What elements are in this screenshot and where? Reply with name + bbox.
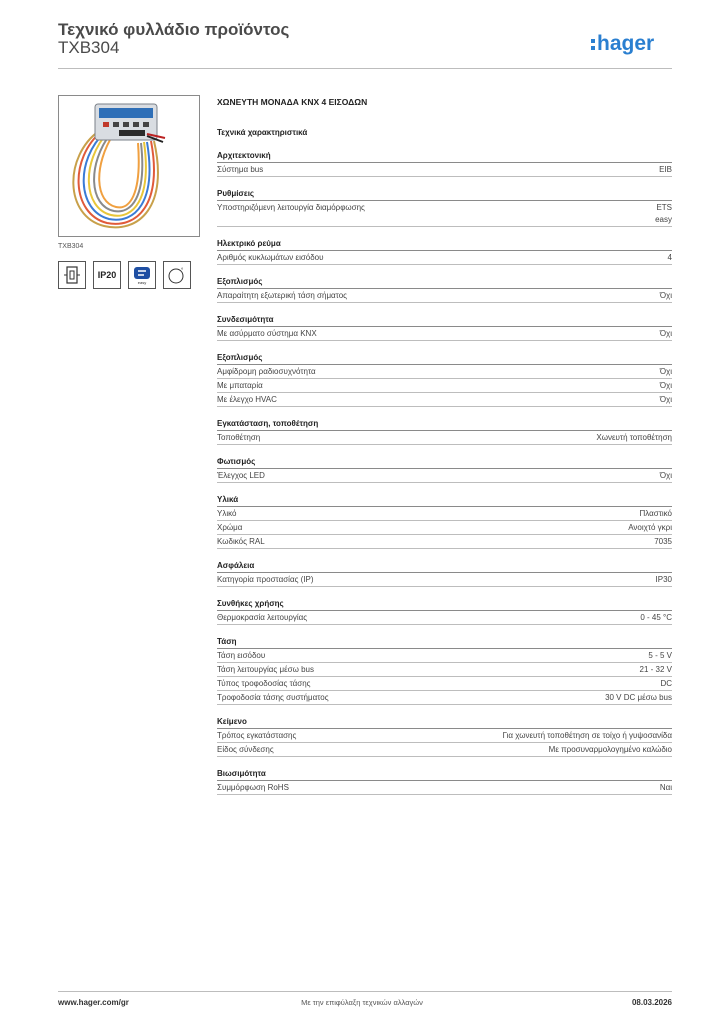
spec-label: Αριθμός κυκλωμάτων εισόδου bbox=[217, 253, 324, 262]
spec-row bbox=[217, 781, 672, 795]
spec-section bbox=[217, 188, 672, 227]
spec-value: 5 - 5 V bbox=[648, 651, 672, 660]
spec-row bbox=[217, 393, 672, 407]
spec-row bbox=[217, 201, 672, 227]
footer-notice: Με την επιφύλαξη τεχνικών αλλαγών bbox=[301, 998, 423, 1007]
hager-logo[interactable] bbox=[590, 28, 674, 58]
section-title: Υλικά bbox=[217, 494, 672, 507]
spec-section bbox=[217, 716, 672, 757]
product-code: TXB304 bbox=[58, 38, 120, 57]
spec-row bbox=[217, 691, 672, 705]
spec-section bbox=[217, 598, 672, 625]
spec-section bbox=[217, 768, 672, 795]
spec-row bbox=[217, 743, 672, 757]
spec-section bbox=[217, 238, 672, 265]
spec-row bbox=[217, 327, 672, 341]
spec-label: Τύπος τροφοδοσίας τάσης bbox=[217, 679, 311, 688]
spec-value: Όχι bbox=[659, 395, 672, 404]
spec-value: Με προσυναρμολογημένο καλώδιο bbox=[548, 745, 672, 754]
spec-label: Τοποθέτηση bbox=[217, 433, 261, 442]
spec-row bbox=[217, 521, 672, 535]
easy-label: easy bbox=[137, 279, 147, 285]
ip-rating-badge bbox=[93, 261, 121, 289]
spec-label: Με μπαταρία bbox=[217, 381, 263, 390]
ip-rating-label: IP20 bbox=[97, 270, 117, 280]
spec-value: DC bbox=[660, 679, 672, 688]
spec-label: Σύστημα bus bbox=[217, 165, 264, 174]
spec-value: 0 - 45 °C bbox=[640, 613, 672, 622]
spec-value: Ναι bbox=[659, 783, 672, 792]
section-title: Φωτισμός bbox=[217, 456, 672, 469]
spec-row bbox=[217, 535, 672, 549]
spec-section bbox=[217, 276, 672, 303]
spec-label: Τάση εισόδου bbox=[217, 651, 266, 660]
section-title: Εξοπλισμός bbox=[217, 276, 672, 289]
spec-value: Όχι bbox=[659, 329, 672, 338]
header-divider bbox=[58, 68, 672, 69]
section-title: Εξοπλισμός bbox=[217, 352, 672, 365]
section-title: Κείμενο bbox=[217, 716, 672, 729]
spec-label: Τάση λειτουργίας μέσω bus bbox=[217, 665, 314, 674]
spec-value: IP30 bbox=[655, 575, 672, 584]
temperature-icon bbox=[163, 261, 191, 289]
product-image-caption: TXB304 bbox=[58, 243, 84, 250]
spec-label: Κωδικός RAL bbox=[217, 537, 265, 546]
spec-section bbox=[217, 636, 672, 705]
spec-value: Χωνευτή τοποθέτηση bbox=[596, 433, 672, 442]
technical-features-heading: Τεχνικά χαρακτηριστικά bbox=[217, 128, 308, 137]
spec-row bbox=[217, 507, 672, 521]
din-rail-icon bbox=[58, 261, 86, 289]
spec-label: Απαραίτητη εξωτερική τάση σήματος bbox=[217, 291, 348, 300]
section-title: Ρυθμίσεις bbox=[217, 188, 672, 201]
spec-section bbox=[217, 150, 672, 177]
spec-row bbox=[217, 289, 672, 303]
spec-row bbox=[217, 573, 672, 587]
product-name: ΧΩΝΕΥΤΗ ΜΟΝΑΔΑ KNX 4 ΕΙΣΟΔΩΝ bbox=[217, 97, 368, 107]
spec-section bbox=[217, 456, 672, 483]
spec-row bbox=[217, 677, 672, 691]
section-title: Εγκατάσταση, τοποθέτηση bbox=[217, 418, 672, 431]
spec-row bbox=[217, 163, 672, 177]
section-title: Τάση bbox=[217, 636, 672, 649]
spec-value: ETS easy bbox=[655, 203, 672, 224]
spec-label: Τροφοδοσία τάσης συστήματος bbox=[217, 693, 329, 702]
spec-row bbox=[217, 469, 672, 483]
svg-text:hager: hager bbox=[597, 32, 655, 55]
spec-value: 4 bbox=[667, 253, 672, 262]
spec-value: Όχι bbox=[659, 291, 672, 300]
spec-value: Για χωνευτή τοποθέτηση σε τοίχο ή γυψοσανίδα bbox=[502, 731, 672, 740]
spec-value: EIB bbox=[659, 165, 672, 174]
section-title: Ασφάλεια bbox=[217, 560, 672, 573]
spec-row bbox=[217, 649, 672, 663]
product-badges bbox=[58, 261, 191, 289]
spec-label: Με έλεγχο HVAC bbox=[217, 395, 277, 404]
section-title: Συνδεσιμότητα bbox=[217, 314, 672, 327]
spec-value: Όχι bbox=[659, 471, 672, 480]
spec-value: 7035 bbox=[654, 537, 672, 546]
svg-text:°: ° bbox=[181, 268, 184, 274]
spec-label: Χρώμα bbox=[217, 523, 243, 532]
spec-row bbox=[217, 379, 672, 393]
spec-section bbox=[217, 418, 672, 445]
spec-value: Πλαστικό bbox=[639, 509, 672, 518]
section-title: Αρχιτεκτονική bbox=[217, 150, 672, 163]
spec-row bbox=[217, 729, 672, 743]
spec-section bbox=[217, 314, 672, 341]
spec-row bbox=[217, 365, 672, 379]
spec-label: Με ασύρματο σύστημα KNX bbox=[217, 329, 317, 338]
footer-website[interactable]: www.hager.com/gr bbox=[58, 998, 129, 1007]
spec-value: 21 - 32 V bbox=[639, 665, 672, 674]
spec-label: Συμμόρφωση RoHS bbox=[217, 783, 289, 792]
spec-label: Υποστηριζόμενη λειτουργία διαμόρφωσης bbox=[217, 203, 365, 212]
section-title: Βιωσιμότητα bbox=[217, 768, 672, 781]
spec-value: Ανοιχτό γκρι bbox=[628, 523, 672, 532]
spec-label: Έλεγχος LED bbox=[217, 471, 265, 480]
footer-date: 08.03.2026 bbox=[631, 998, 672, 1007]
spec-section bbox=[217, 494, 672, 549]
section-title: Συνθήκες χρήσης bbox=[217, 598, 672, 611]
spec-label: Τρόπος εγκατάστασης bbox=[217, 731, 297, 740]
spec-sections bbox=[217, 150, 672, 795]
spec-label: Θερμοκρασία λειτουργίας bbox=[217, 613, 308, 622]
footer-divider bbox=[58, 991, 672, 992]
spec-label: Υλικό bbox=[217, 509, 237, 518]
document-title: Τεχνικό φυλλάδιο προϊόντος bbox=[58, 20, 290, 39]
spec-section bbox=[217, 352, 672, 407]
spec-row bbox=[217, 663, 672, 677]
spec-row bbox=[217, 431, 672, 445]
spec-value: Όχι bbox=[659, 381, 672, 390]
ets-easy-icon bbox=[128, 261, 156, 289]
spec-row bbox=[217, 251, 672, 265]
spec-value: Όχι bbox=[659, 367, 672, 376]
spec-label: Αμφίδρομη ραδιοσυχνότητα bbox=[217, 367, 316, 376]
section-title: Ηλεκτρικό ρεύμα bbox=[217, 238, 672, 251]
product-image bbox=[58, 95, 200, 237]
specifications bbox=[217, 95, 672, 795]
spec-section bbox=[217, 560, 672, 587]
spec-label: Κατηγορία προστασίας (IP) bbox=[217, 575, 314, 584]
spec-value: 30 V DC μέσω bus bbox=[605, 693, 672, 702]
spec-label: Είδος σύνδεσης bbox=[217, 745, 274, 754]
spec-row bbox=[217, 611, 672, 625]
